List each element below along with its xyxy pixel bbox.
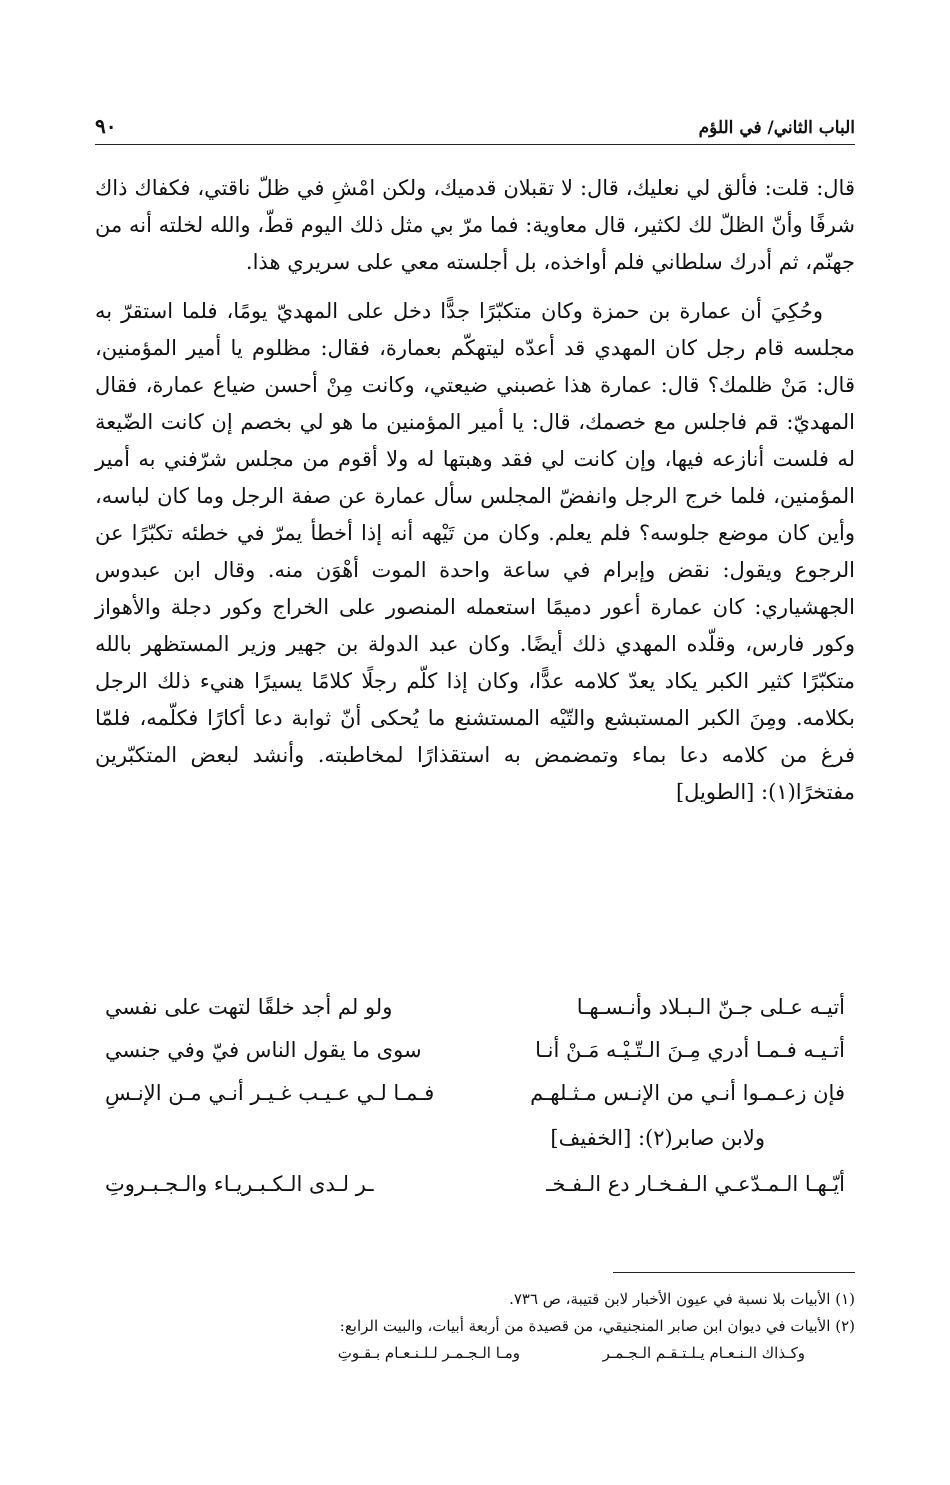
poem: [95, 985, 855, 1205]
verse-first-hemistich: أتـيـه فـمـا أدري مِـنَ الـتّـيْـه مَـنْ أنـا: [535, 1037, 845, 1062]
footnote-2: (٢) الأبيات في ديوان ابن صابر المنجنيقي، من قصيدة من أربعة أبيات، والبيت الرابع:: [339, 1317, 855, 1335]
verse-second-hemistich: ولو لم أجد خلقًا لتهت على نفسي: [105, 994, 393, 1019]
footnote-verse: [235, 1340, 805, 1367]
page-header: [95, 112, 855, 145]
verse: [95, 1028, 855, 1071]
verse: [95, 985, 855, 1028]
footnote-separator: [613, 1272, 855, 1273]
verse-second-hemistich: سوى ما يقول الناس فيّ وفي جنسي: [105, 1037, 422, 1062]
paragraph: قال: قلت: فألق لي نعليك، قال: لا تقبلان قدميك، ولكن امْشِ في ظلّ ناقتي، فكفاك ذاك شرفًا وأنّ الظلّ لك لكثير، قال معاوية: فما مرّ بي مثل ذلك اليوم قطّ، والله لخلته أنه من جهنّم، ثم أدرك سلطاني فلم أواخذه، بل أجلسته معي على سريري هذا.: [95, 176, 855, 274]
verse-second-hemistich: فـمـا لـي عـيـب غـيـر أنـي مـن الإنـسِ: [105, 1080, 435, 1105]
verse-second-hemistich: ـر لـدى الـكـبـريـاء والـجـبـروتِ: [105, 1171, 374, 1196]
verse-first-hemistich: أيّـهـا الـمـدّعـي الـفـخـار دع الـفـخـ: [546, 1171, 845, 1196]
running-title: الباب الثاني/ في اللؤم: [698, 118, 855, 138]
footnote-verse-first: وكـذاك الـنـعـام يـلـتـقـم الـجـمـر: [602, 1344, 805, 1362]
page-number: ٩٠: [95, 114, 117, 138]
footnote-verse-second: ومـا الـجـمـر لـلـنـعـام بـقـوتِ: [337, 1344, 520, 1362]
poem-intro: ولابن صابر(٢): [الخفيف]: [550, 1126, 765, 1150]
verse: [95, 1071, 855, 1114]
paragraph: وحُكِيَ أن عمارة بن حمزة وكان متكبّرًا جدًّا دخل على المهديّ يومًا، فلما استقرّ به مجلسه قام رجل كان المهدي قد أعدّه ليتهكّم بعمارة، فقال: مظلوم يا أمير المؤمنين، قال: مَنْ ظلمك؟ قال: عمارة هذا غصبني ضيعتي، وكانت مِنْ أحسن ضياع عمارة، فقال المهديّ: قم فاجلس مع خصمك، قال: يا أمير المؤمنين ما هو لي بخصم إن كانت الضّيعة له فلست أنازعه فيها، وإن كانت لي فقد وهبتها له ولا أقوم من مجلس شرّفني به أمير المؤمنين، فلما خرج الرجل وانفضّ المجلس سأل عمارة عن صفة الرجل وما كان لباسه، وأين كان موضع جلوسه؟ فلم يعلم. وكان من تَيْهه أنه إذا أخطأ يمرّ في خطئه تكبّرًا عن الرجوع ويقول: نقض وإبرام في ساعة واحدة الموت أهْوَن منه. وقال ابن عبدوس الجهشياري: كان عمارة أعور دميمًا استعمله المنصور على الخراج وكور دجلة والأهواز وكور فارس، وقلّده المهدي ذلك أيضًا. وكان عبد الدولة بن جهير وزير المستظهر بالله متكبّرًا كثير الكبر يكاد يعدّ كلامه عدًّا، وكان إذا كلّم رجلًا كلامًا يسيرًا هنيء ذلك الرجل بكلامه. ومِنَ الكبر المستبشع والتّيْه المستشنع ما يُحكى أنّ ثوابة دعا أكارًا فكلّمه، فلمّا فرغ من كلامه دعا بماء وتمضمض به استقذارًا لمخاطبته. وأنشد لبعض المتكبّرين مفتخرًا(١): [الطويل]: [95, 299, 855, 804]
footnotes: [95, 1286, 855, 1367]
footnote-1: (١) الأبيات بلا نسبة في عيون الأخبار لابن قتيبة، ص ٧٣٦.: [509, 1290, 855, 1308]
verse-first-hemistich: أتيـه عـلى جـنّ الـبـلاد وأنـسـهـا: [576, 994, 845, 1019]
verse-first-hemistich: فإن زعـمـوا أنـي من الإنـس مـثـلهـم: [530, 1080, 845, 1105]
main-text: [95, 170, 855, 823]
verse: [95, 1162, 855, 1205]
